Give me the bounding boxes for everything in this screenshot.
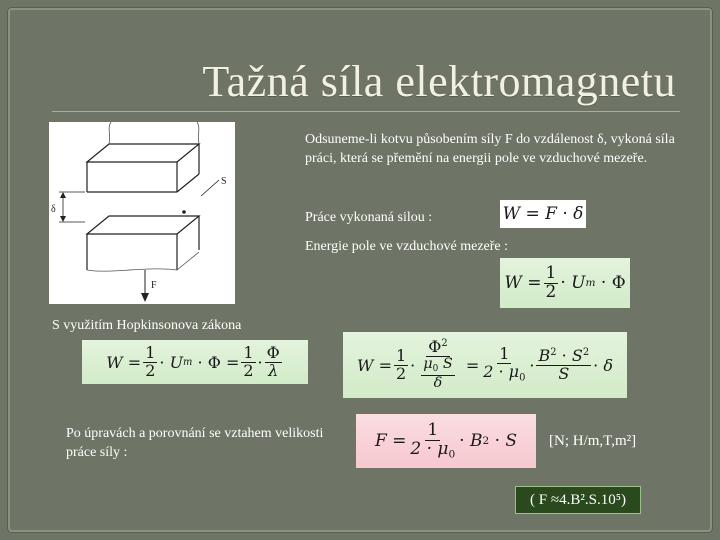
intro-paragraph: Odsuneme-li kotvu působením síly F do vzdálenost δ, vykoná síla práci, která se přemění na energii pole ve vzduchové mezeře. [305,132,675,166]
upper-block-top [87,144,199,162]
lower-break-lines [87,252,199,271]
lower-block-top [87,216,199,234]
energy-label: Energie pole ve vzduchové mezeře : [305,239,509,254]
label-f: F [151,280,157,291]
title-divider [52,111,680,112]
electromagnet-drawing [49,122,235,304]
formula-work: W = F · δ [500,200,586,228]
approximation-box: ( F ≈4.B².S.10⁵) [515,486,641,514]
formula-energy-expanded: W = $\frac{1}{2}$ · $\frac{\Phi^2}{\frac{\mu_0 S}{\delta}}$ = $\frac{1}{2 \cdot \mu_0}$ · $\frac{B^2 \cdot S^2}{S}$ · δ [343,332,627,398]
formula-energy: W = $\frac{1}{2}$ · U m · Φ [500,258,630,308]
work-label: Práce vykonaná silou : [305,210,433,225]
after-label: Po úpravách a porovnání se vztahem velikosti práce síly : [66,426,324,460]
force-arrow-head [141,293,149,302]
surface-dot [182,210,186,214]
formula-force: F = $\frac{1}{2 \cdot \mu_0}$ · B 2 · S [356,414,536,468]
electromagnet-figure [49,122,235,304]
delta-arrow-up [60,192,66,198]
formula-hopkinson: W = $\frac{1}{2}$ · U m · Φ = $\frac{1}{2}$ · $\frac{\Phi}{\lambda}$ [82,340,308,384]
upper-block-bottom-side [177,174,199,192]
delta-arrow-down [60,216,66,222]
slide-title: Tažná síla elektromagnetu [202,57,676,106]
s-leader-line [201,180,219,196]
hopkinson-label: S využitím Hopkinsonova zákona [52,318,242,333]
upper-break-lines [109,122,199,144]
label-delta: δ [51,204,56,215]
units-label: [N; H/m,T,m²] [549,433,637,449]
label-s: S [221,176,227,187]
